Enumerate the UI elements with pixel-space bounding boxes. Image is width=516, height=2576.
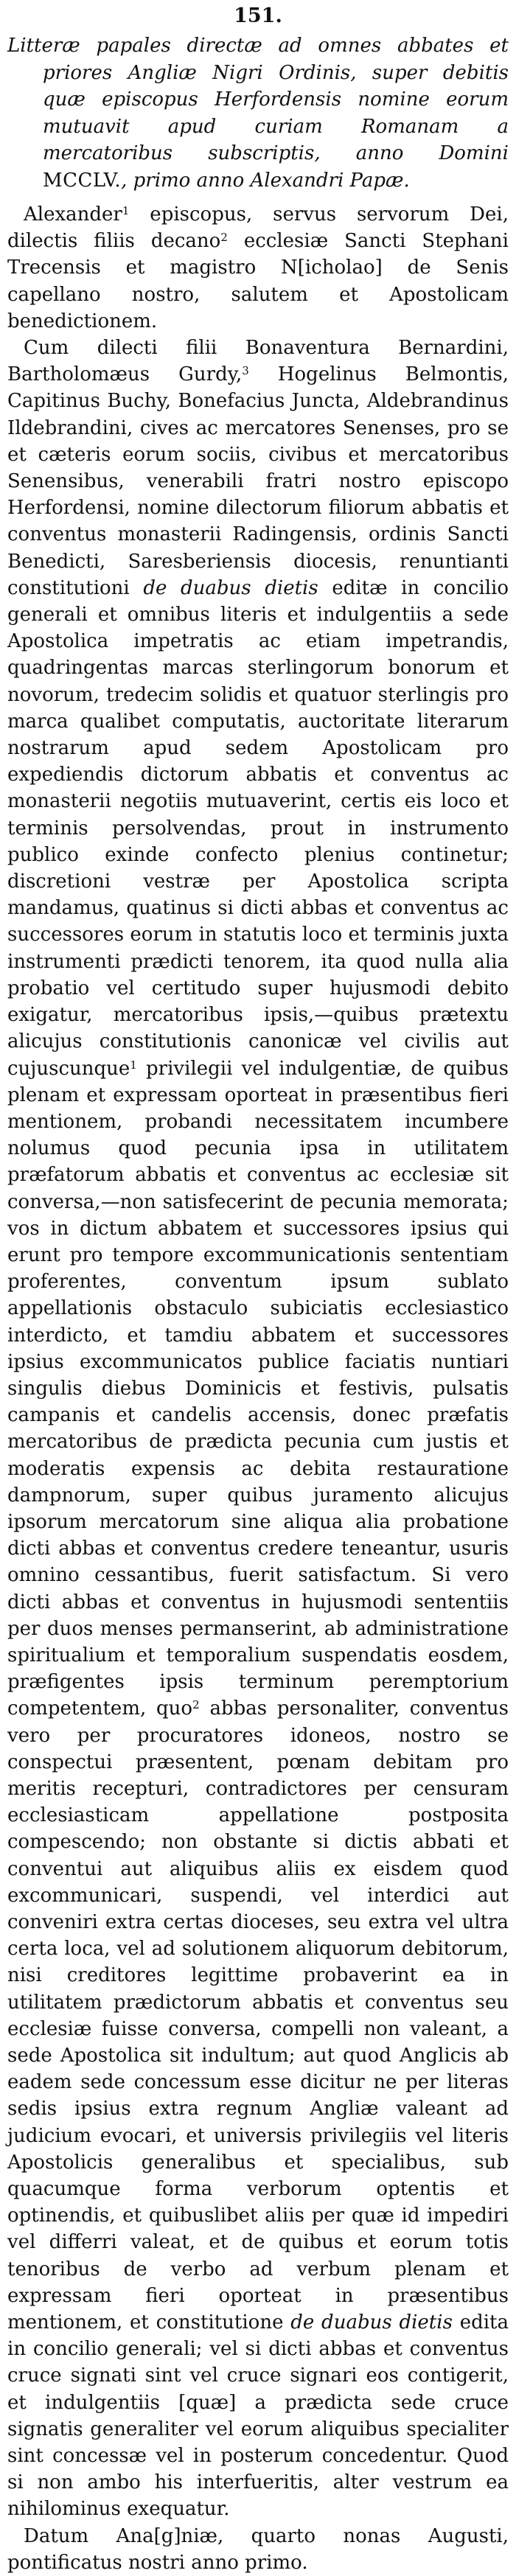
body-text-5: abbas personaliter, conventus vero per procuratores idoneos, nostro se conspectui præsentent, pœnam debitam pro meritis recepturi, contradictores per censuram ecclesiasticam appellatione postposita compescendo; non obstante si dictis abbati et conventui aut aliquibus aliis ex eisdem quod excommunicari, suspendi, vel interdici aut conveniri extra certas dioceses, seu extra vel ultra certa loca, vel ad solutionem aliquorum debitorum, nisi creditores legittime probaverint ea in utilitatem prædictorum abbatis et conventus seu ecclesiæ fuisse conversa, compelli non valeant, a sede Apostolica sit indultum; aut quod Anglicis ab eadem sede concessum esse dicitur ne per literas sedis ipsius extra regnum Angliæ valeant ad judicium evocari, et universis privilegiis vel literis Apostolicis generalibus et specialibus, sub quacumque forma verborum optentis et optinendis, et quibuslibet aliis per quæ id impediri vel differri valeat, et de quibus et eorum totis tenoribus de verbo ad verbum plenam et expressam fieri oporteat in præsentibus mentionem, et constitutione <box>7 1697 509 2334</box>
address-text-1: Alexander <box>24 203 122 226</box>
footnote-marker: 3 <box>242 364 249 378</box>
footnote-marker: 1 <box>130 1058 137 1072</box>
address-paragraph <box>7 201 509 335</box>
body-emphasis: de duabus dietis <box>143 576 318 599</box>
address-text-3: ecclesiæ Sancti Stephani Trecensis et magistro N[icholao] de Senis capellano nostro, salutem et Apostolicam benedictionem. <box>7 230 509 332</box>
document-heading <box>7 32 509 194</box>
page-number: 151. <box>234 4 282 27</box>
address-text-2: episcopus, servus servorum Dei, dilectis filiis decano <box>7 203 509 253</box>
footnote-marker: 1 <box>122 204 130 217</box>
body-text-6: edita in concilio generali; vel si dicti abbas et conventus cruce signati sint vel cruce signari eos contigerit, et indulgentiis [quæ] a prædicta sede cruce signatis generaliter vel eorum aliquibus specialiter sint concessæ vel in posterum concedentur. Quod si non ambo his interfueritis, alter vestrum ea nihilominus exequatur. <box>7 2311 509 2521</box>
body-paragraph <box>7 335 509 2523</box>
body-text-4: privilegii vel indulgentiæ, de quibus plenam et expressam oporteat in præsentibus fieri mentionem, probandi necessitatem incumbere nolumus quod pecunia ipsa in utilitatem præfatorum abbatis et conventus ac ecclesiæ sit conversa,—non satisfecerint de pecunia memorata; vos in dictum abbatem et successores ipsius qui erunt pro tempore excommunicationis sententiam proferentes, conventum ipsum sublato appellationis obstaculo subiciatis ecclesiastico interdicto, et tamdiu abbatem et successores ipsius excommunicatos publice faciatis nuntiari singulis diebus Dominicis et festivis, pulsatis campanis et candelis accensis, donec præfatis mercatoribus de prædicta pecunia cum justis et moderatis expensis ac debita restauratione dampnorum, super quibus juramento alicujus ipsorum mercatorum sine aliqua alia probatione dicti abbas et conventus credere teneantur, usuris omnino cessantibus, fuerit satisfactum. Si vero dicti abbas et conventus in hujusmodi sententiis per duos menses permanserint, ab administratione spiritualium et temporalium suspendatis eosdem, præfigentes ipsis terminum peremptorium competentem, quo <box>7 1057 509 1720</box>
body-emphasis: de duabus dietis <box>290 2311 453 2334</box>
heading-text: Litteræ papales directæ ad omnes abbates et priores Angliæ Nigri Ordinis, super debitis quæ episcopus Herfordensis nomine eorum mutuavit apud curiam Romanam a mercatoribus subscriptis, anno Domini <box>7 35 509 164</box>
footnote-marker: 2 <box>192 1698 200 1712</box>
body-text-2: Hogelinus Belmontis, Capitinus Buchy, Bonefacius Juncta, Aldebrandinus Ildebrandini, cives ac mercatores Senenses, pro se et cæteris eorum sociis, civibus et mercatoribus Senensibus, venerabili fratri nostro episcopo Herfordensi, nomine dilectorum filiorum abbatis et conventus monasterii Radingensis, ordinis Sancti Benedicti, Saresberiensis diocesis, renuntianti constitutioni <box>7 363 509 599</box>
footnote-marker: 2 <box>220 231 228 245</box>
heading-tail: , primo anno Alexandri Papæ. <box>121 169 410 192</box>
closing-paragraph: Datum Ana[g]niæ, quarto nonas Augusti, pontificatus nostri anno primo. <box>7 2524 509 2574</box>
body-text-1: Cum dilecti filii Bonaventura Bernardini, Bartholomæus Gurdy, <box>7 337 509 386</box>
heading-year: MCCLV. <box>43 169 122 192</box>
body-text-3: editæ in concilio generali et omnibus literis et indulgentiis a sede Apostolica impetratis ac etiam impetrandis, quadringentas marcas sterlingorum bonorum et novorum, tredecim solidis et quatuor sterlingis pro marca qualibet computatis, auctoritate literarum nostrarum apud sedem Apostolicam pro expediendis dictorum abbatis et conventus ac monasterii negotiis mutuaverint, certis eis loco et terminis persolvendas, prout in instrumento publico exinde confecto plenius continetur; discretioni vestræ per Apostolica scripta mandamus, quatinus si dicti abbas et conventus ac successores eorum in statutis loco et terminis juxta instrumenti prædicti tenorem, ita quod nulla alia probatio vel certitudo super hujusmodi debito exigatur, mercatoribus ipsis,—quibus prætextu alicujus constitutionis canonicæ vel civilis aut cujuscunque <box>7 576 509 1080</box>
